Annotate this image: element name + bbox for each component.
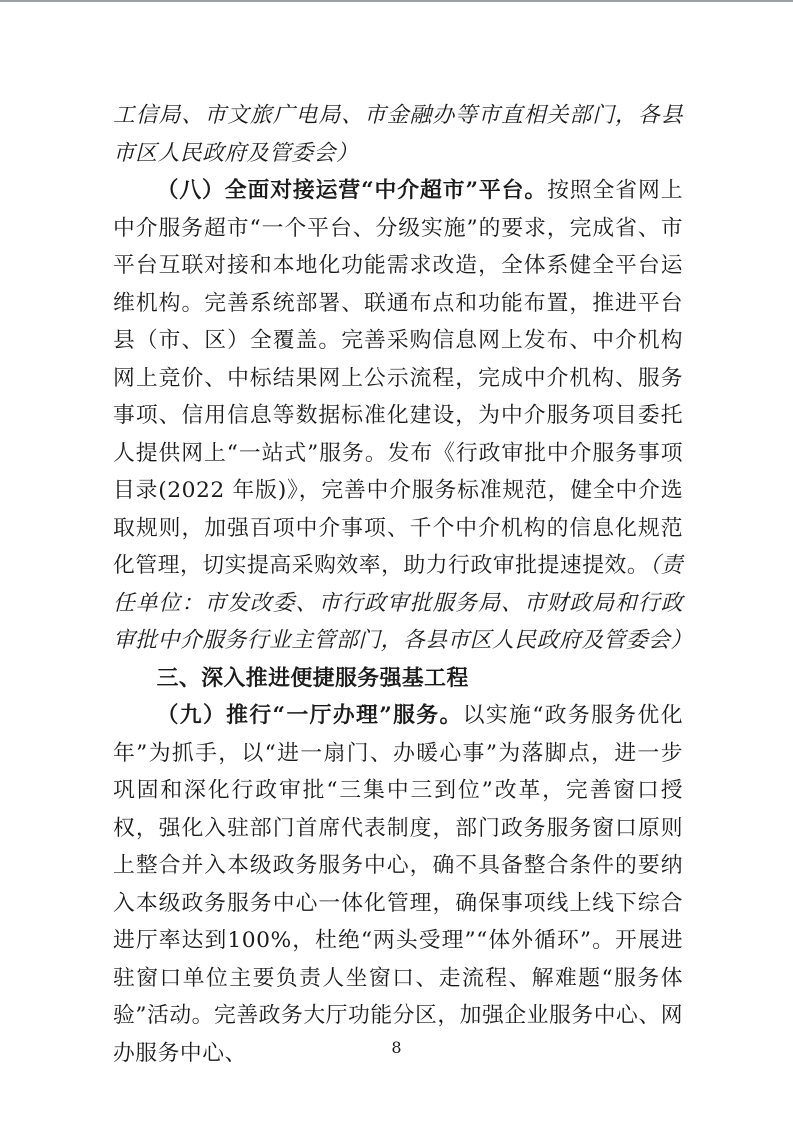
body-text-segment: 以实施“政务服务优化年”为抓手，以“进一扇门、办暖心事”为落脚点，进一步巩固和深化行政审批“三集中三到位”改革，完善窗口授权，强化入驻部门首席代表制度，部门政务服务窗口原则上整合并入本级政务服务中心，确不具备整合条件的要纳入本级政务服务中心一体化管理，确保事项线上线下综合进厅率达到100%，杜绝“两头受理”“体外循环”。开展进驻窗口单位主要负责人坐窗口、走流程、解难题“服务体验”活动。完善政务大厅功能分区，加强企业服务中心、网办服务中心、 [113,703,684,1066]
bold-lead-segment: （八）全面对接运营“中介超市”平台。 [156,178,548,203]
paragraph-item-8 [113,172,693,660]
section-heading [113,660,683,698]
bold-lead-segment: （九）推行“一厅办理”服务。 [156,703,463,728]
heading-text: 三、深入推进便捷服务强基工程 [156,665,469,691]
responsibility-unit-segment: （责任单位：市发改委、市行政审批服务局、市财政局和行政审批中介服务行业主管部门，各县市区人民政府及管委会） [113,553,693,653]
page-number: 8 [391,1038,402,1057]
body-text-segment: 按照全省网上中介服务超市“一个平台、分级实施”的要求，完成省、市平台互联对接和本地化功能需求改造，全体系健全平台运维机构。完善系统部署、联通布点和功能布置，推进平台县（市、区）全覆盖。完善采购信息网上发布、中介机构网上竞价、中标结果网上公示流程，完成中介机构、服务事项、信用信息等数据标准化建设，为中介服务项目委托人提供网上“一站式”服务。发布《行政审批中介服务事项目录(2022 年版)》，完善中介服务标准规范，健全中介选取规则，加强百项中介事项、千个中介机构的信息化规范化管理，切实提高采购效率，助力行政审批提速提效。 [113,178,683,578]
paragraph-item-9 [113,697,683,1072]
document-text-block [113,97,693,1072]
scan-edge-artifact [0,0,793,2]
paragraph-responsibility-continuation [113,97,683,172]
responsibility-unit-segment: 工信局、市文旅广电局、市金融办等市直相关部门，各县市区人民政府及管委会） [113,103,683,166]
